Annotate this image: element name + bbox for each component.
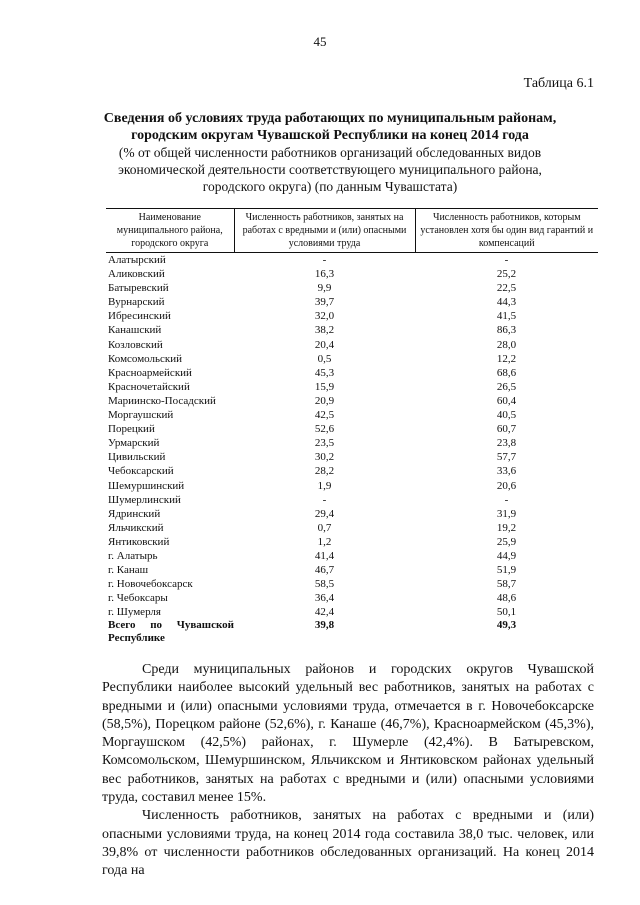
compensation-cell: 31,9 <box>496 507 517 520</box>
region-cell: Козловский <box>108 338 163 351</box>
total-compensation-cell: 49,3 <box>496 619 517 632</box>
hazard-cell: 20,4 <box>314 338 335 351</box>
hazard-cell: 9,9 <box>317 282 332 295</box>
table-row <box>106 267 598 281</box>
table-row <box>106 408 598 422</box>
body-text <box>102 661 594 881</box>
hazard-cell: 23,5 <box>314 437 335 450</box>
hazard-cell: 58,5 <box>314 578 335 591</box>
compensation-cell: - <box>504 254 509 266</box>
region-cell: г. Канаш <box>108 564 149 577</box>
table-row <box>106 323 598 337</box>
table-row <box>106 309 598 323</box>
table-row <box>106 563 598 577</box>
hazard-cell: 46,7 <box>314 564 335 577</box>
table-row <box>106 591 598 605</box>
hazard-cell: 29,4 <box>314 507 335 520</box>
compensation-cell: 50,1 <box>496 606 517 619</box>
header-hazard: Численность работников, занятых на работах с вредными и (или) опасными условиями труда <box>234 209 415 253</box>
compensation-cell: 44,9 <box>496 549 517 562</box>
region-cell: Канашский <box>108 324 162 337</box>
header-region: Наименование муниципального района, городского округа <box>106 209 234 253</box>
hazard-cell: 28,2 <box>314 465 335 478</box>
table-header-row <box>106 209 598 253</box>
table-row <box>106 366 598 380</box>
compensation-cell: 60,7 <box>496 423 517 436</box>
region-cell: Батыревский <box>108 282 169 295</box>
hazard-cell: 1,9 <box>317 479 332 492</box>
hazard-cell: 39,7 <box>314 296 335 309</box>
table-row <box>106 521 598 535</box>
table-row <box>106 380 598 394</box>
paragraph: Среди муниципальных районов и городских округов Чувашской Республики наиболее высокий удельный вес работников, занятых на работах с вредными и (или) опасными условиями труда, отмечается в г. Новочебоксарске (58,5%), Порецком районе (52,6%), г. Канаше (46,7%), Красноармейском (45,3%), Моргаушском (42,5%) районах, г. Шумерле (42,4%). В Батыревском, Комсомольском, Шемуршинском, Яльчикском и Янтиковском районах удельный вес работников, занятых на работах с вредными и (или) опасными условиями труда, составил менее 15%. <box>102 662 594 806</box>
compensation-cell: 48,6 <box>496 592 517 605</box>
hazard-cell: 32,0 <box>314 310 335 323</box>
region-cell: Мариинско-Посадский <box>108 394 216 407</box>
table-row <box>106 507 598 521</box>
region-cell: Красночетайский <box>108 380 190 393</box>
hazard-cell: 20,9 <box>314 394 335 407</box>
table-row <box>106 422 598 436</box>
compensation-cell: 33,6 <box>496 465 517 478</box>
hazard-cell: 42,4 <box>314 606 335 619</box>
hazard-cell: 30,2 <box>314 451 335 464</box>
compensation-cell: 51,9 <box>496 564 517 577</box>
table-row <box>106 436 598 450</box>
region-cell: Комсомольский <box>108 352 183 365</box>
data-table <box>106 208 598 647</box>
hazard-cell: 42,5 <box>314 409 335 422</box>
region-cell: Яльчикский <box>108 521 164 534</box>
table-row <box>106 394 598 408</box>
hazard-cell: 38,2 <box>314 324 335 337</box>
table-row <box>106 352 598 366</box>
hazard-cell: 0,5 <box>317 352 332 365</box>
region-cell: Ядринский <box>108 507 161 520</box>
compensation-cell: 20,6 <box>496 479 517 492</box>
table-row <box>106 577 598 591</box>
total-label-cell: Всего по Чувашской Республике <box>108 619 234 645</box>
region-cell: г. Шумерля <box>108 606 161 619</box>
hazard-cell: 45,3 <box>314 366 335 379</box>
title-subtitle: (% от общей численности работников организаций обследованных видов экономической деятельности соответствующего муниципального района, городского округа) (по данным Чувашстата) <box>118 145 542 194</box>
header-compensation: Численность работников, которым установлен хотя бы один вид гарантий и компенсаций <box>415 209 598 253</box>
region-cell: Вурнарский <box>108 296 165 309</box>
compensation-cell: 58,7 <box>496 578 517 591</box>
table-row <box>106 549 598 563</box>
compensation-cell: 40,5 <box>496 409 517 422</box>
hazard-cell: 1,2 <box>317 535 332 548</box>
total-hazard-cell: 39,8 <box>314 619 335 632</box>
table-row <box>106 281 598 295</box>
hazard-cell: 41,4 <box>314 549 335 562</box>
compensation-cell: - <box>504 493 509 506</box>
compensation-cell: 12,2 <box>496 352 517 365</box>
title-bold: Сведения об условиях труда работающих по муниципальным районам, городским округам Чувашской Республики на конец 2014 года <box>103 111 557 143</box>
hazard-cell: 52,6 <box>314 423 335 436</box>
region-cell: Красноармейский <box>108 366 192 379</box>
region-cell: Шумерлинский <box>108 493 181 506</box>
hazard-cell: 16,3 <box>314 268 335 281</box>
hazard-cell: 0,7 <box>317 521 332 534</box>
paragraph: Численность работников, занятых на работах с вредными и (или) опасными условиями труда, на конец 2014 года составила 38,0 тыс. человек, или 39,8% от численности работников обследованных организаций. На конец 2014 года на <box>102 808 594 879</box>
compensation-cell: 25,2 <box>496 268 517 281</box>
region-cell: Ибресинский <box>108 310 171 323</box>
table-row <box>106 535 598 549</box>
region-cell: Шемуршинский <box>108 479 185 492</box>
compensation-cell: 23,8 <box>496 437 517 450</box>
data-table-container <box>106 208 598 647</box>
region-cell: Чебоксарский <box>108 465 174 478</box>
compensation-cell: 26,5 <box>496 380 517 393</box>
table-row <box>106 493 598 507</box>
table-total-row <box>106 619 598 647</box>
region-cell: Янтиковский <box>108 535 170 548</box>
compensation-cell: 68,6 <box>496 366 517 379</box>
region-cell: Порецкий <box>108 423 155 436</box>
table-body <box>106 253 598 648</box>
compensation-cell: 41,5 <box>496 310 517 323</box>
table-row <box>106 479 598 493</box>
table-row <box>106 338 598 352</box>
compensation-cell: 25,9 <box>496 535 517 548</box>
region-cell: Аликовский <box>108 268 165 281</box>
region-cell: Урмарский <box>108 437 160 450</box>
hazard-cell: - <box>322 254 327 266</box>
page-number: 45 <box>313 34 327 49</box>
region-cell: Алатырский <box>108 254 166 266</box>
compensation-cell: 57,7 <box>496 451 517 464</box>
table-label: Таблица 6.1 <box>523 76 594 91</box>
table-row <box>106 605 598 619</box>
compensation-cell: 44,3 <box>496 296 517 309</box>
compensation-cell: 22,5 <box>496 282 517 295</box>
hazard-cell: - <box>322 493 327 506</box>
region-cell: г. Чебоксары <box>108 592 168 605</box>
compensation-cell: 60,4 <box>496 394 517 407</box>
hazard-cell: 36,4 <box>314 592 335 605</box>
table-row <box>106 253 598 268</box>
region-cell: Цивильский <box>108 451 166 464</box>
compensation-cell: 28,0 <box>496 338 517 351</box>
region-cell: г. Алатырь <box>108 549 158 562</box>
table-row <box>106 295 598 309</box>
hazard-cell: 15,9 <box>314 380 335 393</box>
region-cell: г. Новочебоксарск <box>108 578 193 591</box>
region-cell: Моргаушский <box>108 409 174 422</box>
table-row <box>106 450 598 464</box>
table-title <box>100 110 560 195</box>
table-row <box>106 464 598 478</box>
compensation-cell: 86,3 <box>496 324 517 337</box>
compensation-cell: 19,2 <box>496 521 517 534</box>
